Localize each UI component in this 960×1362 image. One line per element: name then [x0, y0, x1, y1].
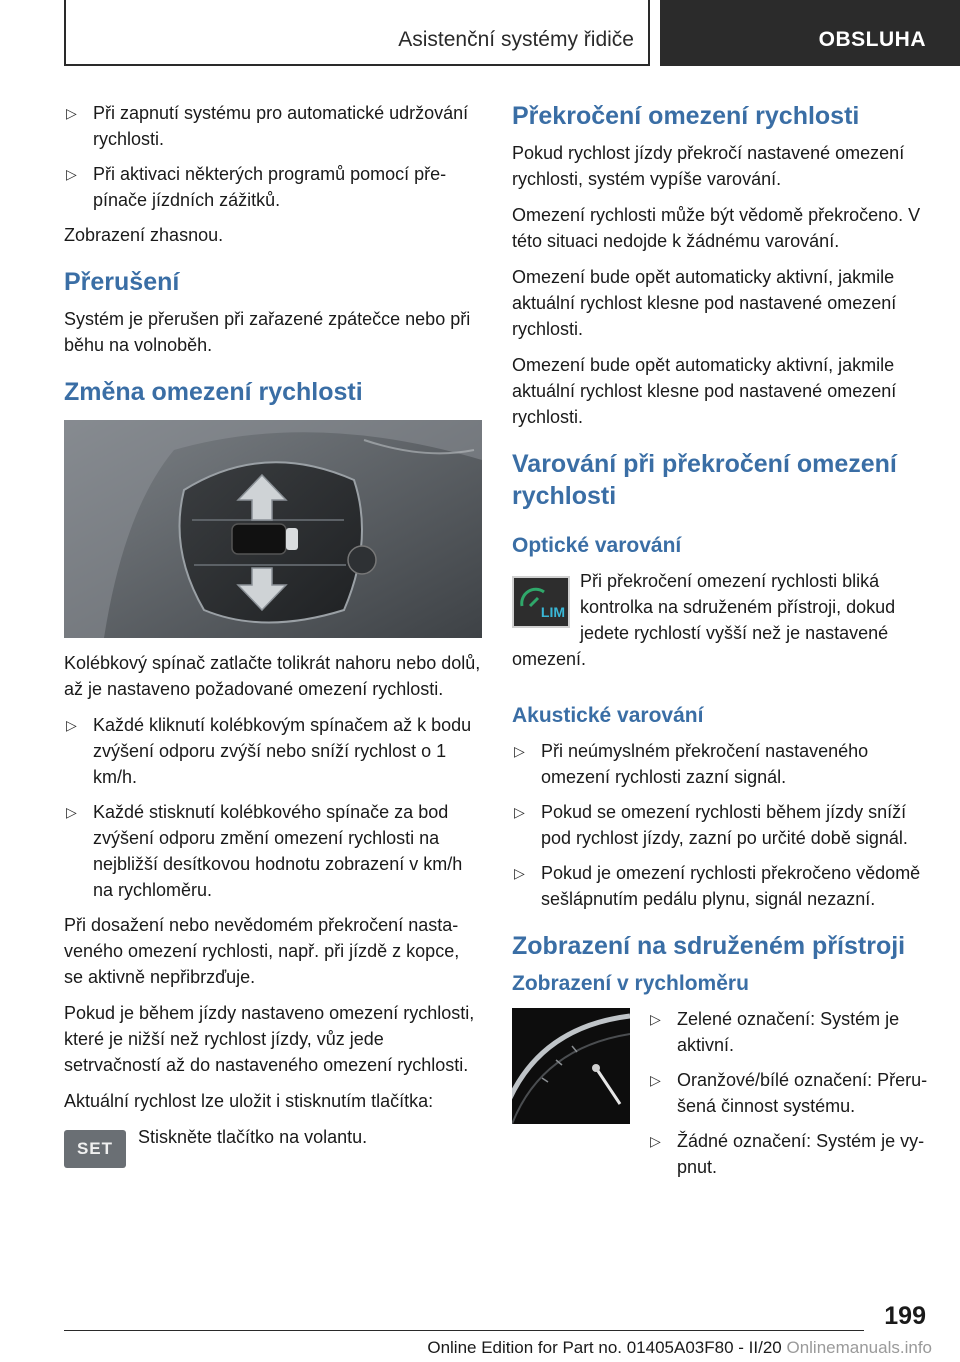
footer-url: Onlinemanuals.info: [786, 1338, 932, 1357]
paragraph-optical: Při překročení omezení rychlosti bliká kontrolka na sdruženém přístroji, dokud jedete rychlostí vyšší než je nastavené omezení.: [512, 571, 896, 669]
paragraph-downhill: Při dosažení nebo nevědomém překročení nastaveného omezení rychlosti, např. při jízdě z kopce, se aktivně nepřibrzďuje.: [64, 915, 460, 987]
right-column: [512, 100, 930, 1189]
header-rule-bottom: [64, 64, 650, 66]
heading-speedometer: Zobrazení v rychloměru: [512, 972, 749, 995]
list-item: [64, 100, 482, 152]
list-item-text: Při aktivaci některých programů pomocí přepínače jízdních zážitků.: [93, 164, 447, 210]
triangle-bullet-icon: ▷: [66, 166, 77, 182]
list-item-text: Zelené označení: Systém je aktivní.: [677, 1009, 900, 1055]
speedometer-image: [512, 1008, 630, 1124]
list-item: [648, 1128, 930, 1180]
triangle-bullet-icon: ▷: [650, 1133, 661, 1149]
paragraph-off: Zobrazení zhasnou.: [64, 225, 224, 245]
header-tab: [660, 0, 960, 66]
triangle-bullet-icon: ▷: [514, 865, 525, 881]
heading-change-limit: Změna omezení rychlosti: [64, 378, 363, 406]
speedometer-illustration: [512, 1008, 630, 1124]
lim-icon-label: LIM: [540, 604, 565, 620]
triangle-bullet-icon: ▷: [66, 717, 77, 733]
footer-edition-line: [427, 1338, 932, 1358]
optical-warning-row: [512, 568, 930, 682]
page-number: 199: [884, 1302, 926, 1330]
triangle-bullet-icon: ▷: [514, 743, 525, 759]
triangle-bullet-icon: ▷: [650, 1072, 661, 1088]
heading-cluster-display: Zobrazení na sdruženém přístroji: [512, 932, 906, 960]
paragraph-save: Aktuální rychlost lze uložit i stisknutím tlačítka:: [64, 1091, 434, 1111]
header-rule-mid: [648, 0, 650, 66]
list-item-text: Pokud se omezení rychlosti během jízdy sníží pod rychlost jízdy, zazní po určité době signál.: [541, 802, 908, 848]
heading-exceed: Překročení omezení rychlosti: [512, 102, 860, 130]
heading-warning: Varování při překročení omezení rychlosti: [512, 450, 897, 510]
lim-warning-icon: [512, 576, 570, 628]
triangle-bullet-icon: ▷: [514, 804, 525, 820]
list-item: [512, 738, 930, 790]
page-header: [0, 0, 960, 66]
set-button-icon: SET: [64, 1130, 126, 1168]
paragraph-rocker: Kolébkový spínač zatlačte tolikrát nahoru nebo dolů, až je nastaveno požadované omezení rychlosti.: [64, 653, 481, 699]
list-item: [512, 860, 930, 912]
paragraph-interrupt: Systém je přerušen při zařazené zpátečce nebo při běhu na volnoběh.: [64, 309, 471, 355]
header-tab-label: OBSLUHA: [818, 28, 926, 51]
list-item-text: Při zapnutí systému pro automatické udržování rychlosti.: [93, 103, 469, 149]
page-footer: [0, 1290, 960, 1362]
list-item-text: Každé stisknutí kolébkového spínače za bod zvýšení odporu změní omezení rychlosti na nejbližší desítkovou hodnotu zobrazení v km/h na rychloměru.: [93, 802, 463, 900]
heading-interrupt: Přerušení: [64, 268, 180, 296]
paragraph-below: Pokud je během jízdy nastaveno omezení rychlosti, které je nižší než rychlost jízdy, vůz jede setrvačností až do nastaveného omezení rychlosti.: [64, 1003, 475, 1075]
paragraph-exceed-3: Omezení bude opět automaticky aktivní, jakmile aktuální rychlost klesne pod nastavené omezení rychlosti.: [512, 267, 897, 339]
speedometer-row: [512, 1006, 930, 1189]
heading-acoustic: Akustické varování: [512, 704, 704, 727]
list-item: [64, 799, 482, 903]
list-item-text: Oranžové/bílé označení: Přerušená činnost systému.: [677, 1070, 928, 1116]
triangle-bullet-icon: ▷: [650, 1011, 661, 1027]
set-button-row: [64, 1124, 482, 1172]
heading-optical: Optické varování: [512, 534, 682, 557]
left-column: [64, 100, 482, 1172]
paragraph-exceed-1: Pokud rychlost jízdy překročí nastavené omezení rychlosti, systém vypíše varování.: [512, 143, 905, 189]
paragraph-exceed-2: Omezení rychlosti může být vědomě překročeno. V této situaci nedojde k žádnému varování.: [512, 205, 921, 251]
footer-rule: [64, 1330, 864, 1331]
list-item: [648, 1006, 930, 1058]
steering-wheel-rocker-image: [64, 420, 482, 638]
list-item-text: Žádné označení: Systém je vypnut.: [677, 1131, 925, 1177]
list-item-text: Při neúmyslném překročení nastaveného omezení rychlosti zazní signál.: [541, 741, 869, 787]
header-section-title: Asistenční systémy řidiče: [398, 28, 634, 51]
list-item: [64, 712, 482, 790]
paragraph-press: Stiskněte tlačítko na volantu.: [138, 1127, 368, 1147]
speedometer-legend: [648, 1006, 930, 1189]
list-item: [648, 1067, 930, 1119]
list-item: [512, 799, 930, 851]
paragraph-exceed-4: Omezení bude opět automaticky aktivní, jakmile aktuální rychlost klesne pod nastavené omezení rychlosti.: [512, 355, 897, 427]
list-item-text: Pokud je omezení rychlosti překročeno vědomě sešlápnutím pedálu plynu, signál nezazní.: [541, 863, 921, 909]
list-item-text: Každé kliknutí kolébkovým spínačem až k bodu zvýšení odporu zvýší nebo sníží rychlost o 1 km/h.: [93, 715, 472, 787]
triangle-bullet-icon: ▷: [66, 804, 77, 820]
footer-edition: Online Edition for Part no. 01405A03F80 - II/20: [427, 1338, 782, 1357]
header-rule-left: [64, 0, 66, 66]
steering-wheel-illustration: [64, 420, 482, 638]
list-item: [64, 161, 482, 213]
triangle-bullet-icon: ▷: [66, 105, 77, 121]
